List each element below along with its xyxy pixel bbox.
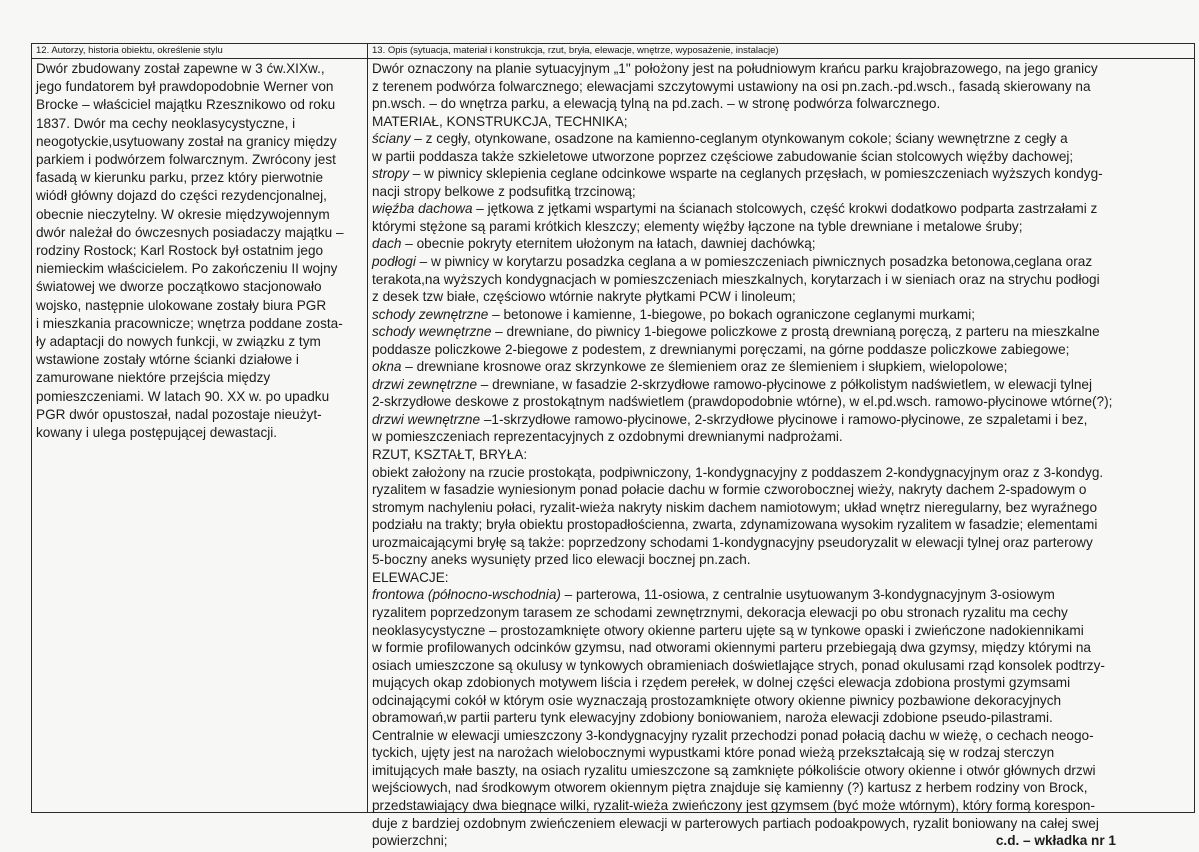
term-label: okna: [372, 359, 402, 375]
text-line: [372, 516, 1188, 534]
text-line: [372, 428, 1188, 446]
text-line: [372, 288, 1188, 306]
text-line: kowany i ulega postępującej dewastacji.: [36, 425, 278, 441]
line-text: ryzalitem poprzedzonym tarasem ze schodami zewnętrznymi, dekoracja elewacji po obu stronach ryzalitu ma cechy: [372, 604, 1068, 620]
text-line: ły adaptacji do nowych funkcji, w związku z tym: [36, 334, 321, 350]
text-line: [372, 709, 1188, 727]
text-line: [372, 815, 1188, 833]
line-text: imitujących małe baszty, na osiach ryzalitu umieszczone są zamknięte półkoliście otwory okienne i otwór głównych drzwi: [372, 762, 1096, 778]
text-line: [372, 130, 1188, 148]
section-12-heading: 12. Autorzy, historia obiektu, określenie stylu: [32, 44, 367, 59]
line-text: z desek tzw białe, częściowo wtórnie nakryte płytkami PCW i linoleum;: [372, 289, 796, 305]
text-line: [372, 95, 1188, 113]
text-line: [372, 200, 1188, 218]
line-text: MATERIAŁ, KONSTRUKCJA, TECHNIKA;: [372, 113, 628, 129]
text-line: [372, 744, 1188, 762]
text-line: [372, 341, 1188, 359]
term-label: więźba dachowa: [372, 201, 473, 217]
text-line: [372, 148, 1188, 166]
line-text: pn.wsch. – do wnętrza parku, a elewacją tylną na pd.zach. – w stronę podwórza folwarcznego.: [372, 96, 941, 112]
line-text: – drewniane, w fasadzie 2-skrzydłowe ramowo-płycinowe z półkolistym nadświetlem, w elewacji tylnej: [477, 376, 1093, 392]
text-line: dwór należał do ówczesnych posiadaczy majątku –: [36, 224, 344, 240]
line-text: obramowań,w partii parteru tynk elewacyjny zdobiony boniowaniem, naroża elewacji zdobione pseudo-pilastrami.: [372, 710, 1053, 726]
text-line: zamurowane niektóre przejścia między: [36, 370, 271, 386]
text-line: [372, 762, 1188, 780]
line-text: którymi stężone są parami krótkich kleszczy; elementy więźby łączone na tyble drewniane i metalowe śruby;: [372, 218, 1023, 234]
text-line: [372, 183, 1188, 201]
text-line: [372, 622, 1188, 640]
text-line: [372, 586, 1188, 604]
text-line: [372, 271, 1188, 289]
text-line: [372, 165, 1188, 183]
text-line: [372, 569, 1188, 587]
section-12: [32, 44, 368, 812]
text-line: [372, 639, 1188, 657]
text-line: [372, 78, 1188, 96]
section-13: [368, 44, 1194, 849]
text-line: [372, 393, 1188, 411]
line-text: nacji stropy belkowe z podsufitką trzcinową;: [372, 183, 636, 199]
line-text: – drewniane krosnowe oraz skrzynkowe ze ślemieniem oraz ze ślemieniem i słupkiem, wielopolowe;: [401, 359, 1008, 375]
line-text: przedstawiający dwa biegnące wilki, ryzalit-wieża zwieńczony jest gzymsem (być może wtórnym), który formą korespon-: [372, 797, 1095, 813]
term-label: drzwi zewnętrzne: [372, 376, 478, 392]
line-text: – jętkowa z jętkami wspartymi na ścianach stolcowych, część krokwi dodatkowo podparta zastrzałami z: [472, 201, 1098, 217]
text-line: PGR dwór opustoszał, nadal pozostaje nieużyt-: [36, 406, 322, 422]
line-text: – z cegły, otynkowane, osadzone na kamienno-ceglanym otynkowanym cokole; ściany wewnętrzne z cegły a: [410, 131, 1068, 147]
text-line: [372, 358, 1188, 376]
term-label: frontowa (północno-wschodnia): [372, 587, 561, 603]
line-text: –1-skrzydłowe ramowo-płycinowe, 2-skrzydłowe płycinowe i ramowo-płycinowe, ze szpaletami i bez,: [480, 411, 1088, 427]
line-text: mujących okap zdobionych motywem liścia i rzędem perełek, w dolnej części elewacja zdobiona prostymi gzymsami: [372, 675, 1071, 691]
text-line: obecnie nieczytelny. W okresie międzywojennym: [36, 206, 330, 222]
text-line: parkiem i podwórzem folwarcznym. Zwrócony jest: [36, 152, 336, 168]
section-13-heading: 13. Opis (sytuacja, materiał i konstrukcja, rzut, bryła, elewacje, wnętrze, wyposażenie, instalacje): [368, 44, 1194, 59]
term-label: schody zewnętrzne: [372, 306, 489, 322]
text-line: jego fundatorem był prawdopodobnie Werner von: [36, 79, 334, 95]
line-text: – w piwnicy sklepienia ceglane odcinkowe wsparte na ceglanych przęsłach, w pomieszczeniach wyższych kondyg-: [409, 166, 1103, 182]
line-text: – betonowe i kamienne, 1-biegowe, po bokach ograniczone ceglanymi murkami;: [488, 306, 976, 322]
line-text: terakota,na wyższych kondygnacjach w pomieszczeniach mieszkalnych, korytarzach i w sieniach oraz na strychu podłogi: [372, 271, 1100, 287]
line-text: poddasze policzkowe 2-biegowe z podestem, z drewnianymi poręczami, na górne poddasze policzkowe zabiegowe;: [372, 341, 1070, 357]
text-line: pomieszczeniami. W latach 90. XX w. po upadku: [36, 388, 330, 404]
text-line: [372, 323, 1188, 341]
line-text: RZUT, KSZTAŁT, BRYŁA:: [372, 447, 528, 463]
line-text: 2-skrzydłowe deskowe z prostokątnym nadświetlem (prawdopodobnie wtórne), w el.pd.wsch. ramowo-płycinowe wtórne(?);: [372, 394, 1113, 410]
text-line: [372, 692, 1188, 710]
text-line: Dwór zbudowany został zapewne w 3 ćw.XIXw.,: [36, 61, 325, 76]
line-text: neoklasycystyczne – prostozamknięte otwory okienne parteru ujęte są w tynkowe opaski i zwieńczone nadokiennikami: [372, 622, 1084, 638]
line-text: ELEWACJE:: [372, 569, 449, 585]
text-line: [372, 534, 1188, 552]
line-text: odcinającymi cokół w którym osie wyznaczają prostozamknięte otwory okienne piwnicy pozbawione dekoracyjnych: [372, 692, 1062, 708]
text-line: [372, 657, 1188, 675]
line-text: osiach umieszczone są okulusy w tynkowych obramieniach doświetlające strych, ponad okulusami rząd konsolek podtrzy-: [372, 657, 1105, 673]
term-label: drzwi wewnętrzne: [372, 411, 481, 427]
text-line: [372, 306, 1188, 324]
text-line: [372, 60, 1188, 78]
text-line: [372, 446, 1188, 464]
line-text: w pomieszczeniach reprezentacyjnych z ozdobnymi drewnianymi nadprożami.: [372, 429, 843, 445]
term-label: ściany: [372, 131, 411, 147]
text-line: wiódł główny dojazd do części rezydencjonalnej,: [36, 188, 327, 204]
term-label: schody wewnętrzne: [372, 324, 492, 340]
text-line: wojsko, następnie ulokowane zostały biura PGR: [36, 297, 327, 313]
text-line: [372, 218, 1188, 236]
text-line: [372, 464, 1188, 482]
text-line: neogotyckie,usytuowany został na granicy między: [36, 133, 337, 149]
line-text: w partii poddasza także szkieletowe utworzone poprzez częściowe zabudowanie ścian stolcowych więźby dachowej;: [372, 148, 1074, 164]
text-line: [372, 411, 1188, 429]
term-label: dach: [372, 236, 402, 252]
final-line: [372, 832, 1188, 850]
text-line: [372, 376, 1188, 394]
text-line: rodziny Rostock; Karl Rostock był ostatnim jego: [36, 243, 324, 259]
text-line: 1837. Dwór ma cechy neoklasycystyczne, i: [36, 115, 296, 131]
term-label: stropy: [372, 166, 410, 182]
text-line: [372, 235, 1188, 253]
line-text: 5-boczny aneks wysunięty przed lico elewacji bocznej pn.zach.: [372, 552, 751, 568]
text-line: [372, 551, 1188, 569]
section-12-text: [32, 59, 367, 442]
form-sheet: [31, 43, 1195, 849]
line-text: stromym nachyleniu połaci, ryzalit-wieża nakryty niskim dachem namiotowym; układ wnętrz nieregularny, bez wyraźnego: [372, 499, 1098, 515]
section-13-text: [368, 59, 1194, 850]
text-line: [372, 113, 1188, 131]
line-text: podziału na trakty; bryła obiektu prostopadłościenna, zwarta, zdynamizowana wysokim ryzalitem w fasadzie; elementami: [372, 517, 1098, 533]
text-line: [372, 604, 1188, 622]
text-line: światowej we dworze początkowo stacjonowało: [36, 279, 322, 295]
text-line: i mieszkania pracownicze; wnętrza poddane zosta-: [36, 315, 343, 331]
line-text: wejściowych, nad środkowym otworem okiennym piętra znajduje się kamienny (?) kartusz z herbem rodziny von Brock,: [372, 780, 1088, 796]
text-line: [372, 253, 1188, 271]
line-text: urozmaicającymi bryłę są także: poprzedzony schodami 1-kondygnacyjny pseudoryzalit w elewacji tylnej oraz parterowy: [372, 534, 1093, 550]
line-text: Dwór oznaczony na planie sytuacyjnym „1" położony jest na południowym krańcu parku krajobrazowego, na jego granicy: [372, 61, 1098, 76]
text-line: [372, 674, 1188, 692]
line-text: obiekt założony na rzucie prostokąta, podpiwniczony, 1-kondygnacyjny z poddaszem 2-kondygnacyjnym oraz z 3-kondyg.: [372, 464, 1104, 480]
line-text: ryzalitem w fasadzie wyniesionym ponad połacie dachu w formie czworobocznej wieży, nakryty dachem 2-spadowym o: [372, 482, 1087, 498]
line-text: w formie profilowanych odcinków gzymsu, nad otworami okiennymi parteru przebiegają dwa gzymsy, między którymi na: [372, 640, 1091, 656]
line-text: – obecnie pokryty eternitem ułożonym na łatach, dawniej dachówką;: [401, 236, 816, 252]
text-line: Brocke – właściciel majątku Rzesznikowo od roku: [36, 97, 336, 113]
line-text: tyckich, ujęty jest na narożach wielobocznymi wypustkami które ponad wieżą przekształcają się w rodzaj sterczyn: [372, 745, 1055, 761]
text-line: [372, 481, 1188, 499]
term-label: podłogi: [372, 254, 416, 270]
line-text: – parterowa, 11-osiowa, z centralnie usytuowanym 3-kondygnacyjnym 3-osiowym: [560, 587, 1055, 603]
line-text: duje z bardziej ozdobnym zwieńczeniem elewacji w parterowych partiach podoakpowych, ryzalit boniowany na całej swej: [372, 815, 1099, 831]
final-text: powierzchni;: [372, 833, 448, 849]
text-line: [372, 779, 1188, 797]
text-line: [372, 499, 1188, 517]
line-text: z terenem podwórza folwarcznego; elewacjami szczytowymi ustawiony na osi pn.zach.-pd.wsch., fasadą skierowany na: [372, 78, 1091, 94]
line-text: – w piwnicy w korytarzu posadzka ceglana a w pomieszczeniach piwnicznych posadzka betonowa,ceglana oraz: [415, 254, 1093, 270]
line-text: – drewniane, do piwnicy 1-biegowe policzkowe z prostą drewnianą poręczą, z parteru na mieszkalne: [491, 324, 1100, 340]
text-line: [372, 727, 1188, 745]
text-line: wstawione zostały wtórne ścianki działowe i: [36, 352, 299, 368]
text-line: fasadą w kierunku parku, przez który pierwotnie: [36, 170, 324, 186]
continuation-note: c.d. – wkładka nr 1: [995, 833, 1116, 849]
text-line: [372, 797, 1188, 815]
text-line: niemieckim właścicielem. Po zakończeniu II wojny: [36, 261, 338, 277]
line-text: Centralnie w elewacji umieszczony 3-kondygnacyjny ryzalit przechodzi ponad połacią dachu w wieżę, o cechach neogo-: [372, 727, 1094, 743]
